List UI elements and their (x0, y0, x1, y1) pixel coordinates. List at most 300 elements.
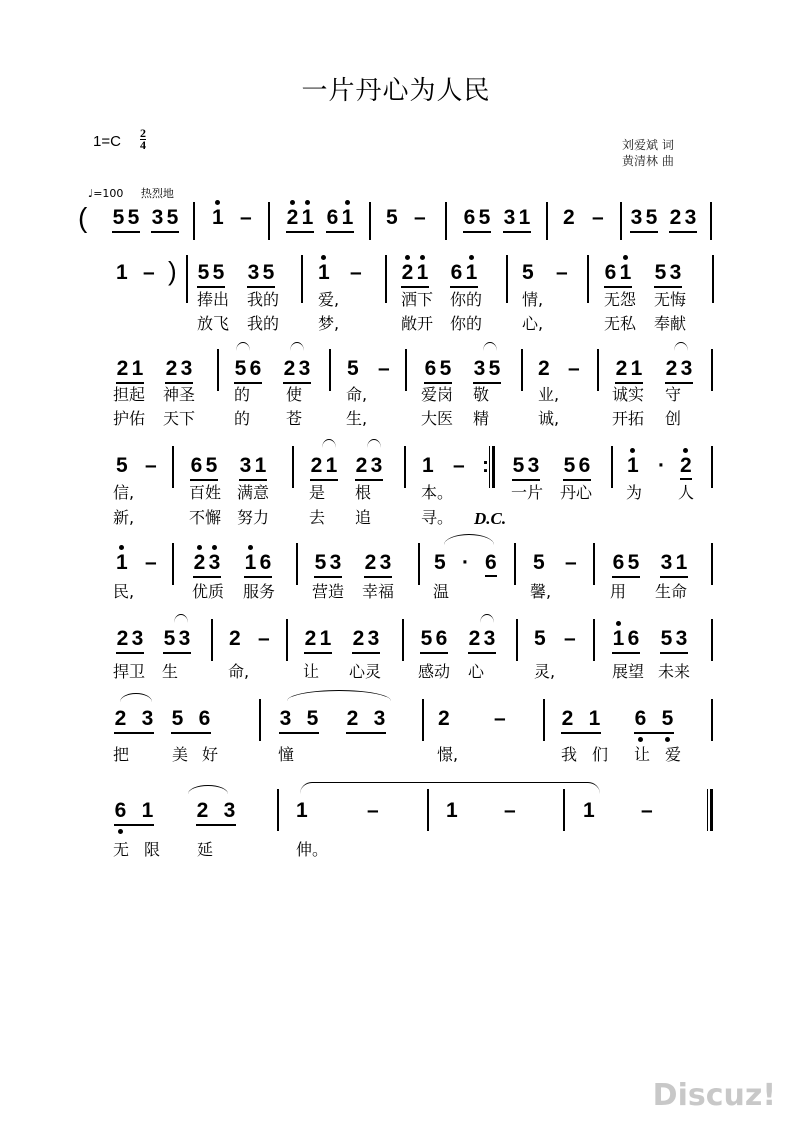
note: 2 (355, 454, 368, 477)
note: 5 (116, 454, 128, 477)
note: 3 (660, 551, 673, 574)
note-group (364, 551, 392, 578)
lyric: 优质 (192, 582, 225, 601)
lyric: 担起 (113, 385, 146, 404)
lyric: 护佑 (113, 409, 146, 428)
barline (402, 619, 404, 661)
note: 2 (669, 206, 682, 229)
note: 3 (367, 627, 380, 650)
note: 1 (244, 551, 257, 574)
lyric: 服务 (243, 582, 276, 601)
slur (444, 534, 494, 545)
note-group (286, 206, 314, 233)
dash: – (564, 627, 576, 650)
lyric: 无悔 (654, 290, 687, 309)
lyric: 未来 (658, 662, 691, 681)
note: 1 (318, 261, 330, 284)
time-signature-top: 2 (140, 126, 146, 140)
note: 6 (114, 799, 127, 822)
barline (268, 202, 270, 240)
lyric: 用 (610, 582, 627, 601)
note: 2 (665, 357, 678, 380)
note: 5 (112, 206, 125, 229)
note-group (424, 357, 452, 384)
note: 5 (314, 551, 327, 574)
note-group (114, 707, 154, 734)
lyric: 创 (665, 409, 682, 428)
lyric: 努力 (237, 508, 270, 527)
note-group (114, 799, 154, 826)
note-group (116, 357, 144, 384)
lyric: 守 (665, 385, 682, 404)
note: 3 (684, 206, 697, 229)
dash: – (641, 799, 653, 822)
note-group (346, 707, 386, 734)
note: 1 (325, 454, 338, 477)
barline (563, 789, 565, 831)
note: 2 (310, 454, 323, 477)
lyric: 敬 (473, 385, 490, 404)
note: 5 (439, 357, 452, 380)
note: 2 (680, 454, 692, 480)
note: 2 (563, 206, 575, 229)
lyric: 展望 (612, 662, 645, 681)
barline (587, 255, 589, 303)
note: 3 (329, 551, 342, 574)
slur (322, 439, 336, 448)
note: 1 (612, 627, 625, 650)
dash: – (453, 454, 465, 477)
lyric: 满意 (237, 483, 270, 502)
watermark: Discuz! (652, 1078, 776, 1113)
lyric: 为 (626, 483, 643, 502)
tempo-bpm: =100 (93, 187, 124, 200)
barline (172, 543, 174, 585)
note: 5 (171, 707, 184, 730)
note-group (473, 357, 501, 384)
barline (418, 543, 420, 585)
dash: – (367, 799, 379, 822)
repeat-dots: : (482, 454, 489, 477)
note: 5 (488, 357, 501, 380)
slur (188, 785, 228, 794)
barline (277, 789, 279, 831)
tempo-marking (88, 185, 174, 201)
note: 1 (141, 799, 154, 822)
barline (172, 446, 174, 488)
key-signature: 1=C (93, 133, 121, 150)
open-parenthesis: ( (78, 202, 88, 233)
lyric: 捍卫 (113, 662, 146, 681)
note: 2 (468, 627, 481, 650)
song-title: 一片丹心为人民 (301, 76, 491, 106)
note-group (634, 707, 674, 734)
barline (521, 349, 523, 391)
barline (217, 349, 219, 391)
barline (193, 202, 195, 240)
note: 5 (661, 707, 674, 730)
lyric: 信, (113, 483, 135, 502)
note: 1 (116, 261, 128, 284)
barline (329, 349, 331, 391)
lyric: 心 (468, 662, 485, 681)
dash: – (568, 357, 580, 380)
dash: – (240, 206, 252, 229)
note-group (112, 206, 140, 233)
lyric: 根 (355, 483, 372, 502)
note: 2 (114, 707, 127, 730)
barline (711, 699, 713, 741)
note-group (279, 707, 319, 734)
note-group (615, 357, 643, 384)
note-group (468, 627, 496, 654)
barline (611, 446, 613, 488)
tempo-expression: 热烈地 (140, 187, 174, 200)
note: 1 (518, 206, 531, 229)
note: 3 (379, 551, 392, 574)
note: 5 (127, 206, 140, 229)
note: 2 (286, 206, 299, 229)
final-barline (707, 789, 713, 831)
note: 1 (341, 206, 354, 229)
dash: – (504, 799, 516, 822)
barline (711, 543, 713, 585)
slur (236, 342, 250, 351)
lyric: 馨, (530, 582, 552, 601)
lyric: 无限 (113, 840, 176, 859)
dash: – (565, 551, 577, 574)
note: 1 (583, 799, 595, 822)
lyric: 命, (346, 385, 368, 404)
note: 1 (422, 454, 434, 477)
note: 2 (615, 357, 628, 380)
note: 6 (424, 357, 437, 380)
note: 5 (212, 261, 225, 284)
note: 5 (262, 261, 275, 284)
close-parenthesis: ) (168, 256, 177, 286)
note-group (630, 206, 658, 233)
note: 3 (483, 627, 496, 650)
note: 2 (193, 551, 206, 574)
quarter-note-icon: ♩ (88, 187, 94, 200)
lyric: 梦, (318, 314, 340, 333)
note-group (163, 627, 191, 654)
note: 2 (401, 261, 414, 284)
barline (593, 543, 595, 585)
note-group (239, 454, 267, 481)
note: 1 (212, 206, 224, 229)
note: 1 (465, 261, 478, 284)
note: 1 (675, 551, 688, 574)
barline (711, 619, 713, 661)
slur (367, 439, 381, 448)
lyric: 百姓 (189, 483, 222, 502)
lyric: 敞开 (401, 314, 434, 333)
note-group (310, 454, 338, 481)
note-group (151, 206, 179, 233)
lyric: 爱, (318, 290, 340, 309)
lyric: 捧出 (197, 290, 230, 309)
note-group (304, 627, 332, 654)
note: 5 (654, 261, 667, 284)
lyric: 诚, (538, 409, 560, 428)
da-capo-mark: D.C. (474, 509, 507, 528)
lyric: 我的 (247, 314, 280, 333)
note: 3 (247, 261, 260, 284)
note: 2 (283, 357, 296, 380)
dash: – (414, 206, 426, 229)
note: 3 (208, 551, 221, 574)
note: 5 (627, 551, 640, 574)
note: 5 (347, 357, 359, 380)
note-group (450, 261, 478, 288)
barline (427, 789, 429, 831)
note: 5 (512, 454, 525, 477)
lyric: 的 (234, 385, 251, 404)
barline (514, 543, 516, 585)
lyric: 我的 (247, 290, 280, 309)
barline (422, 699, 424, 741)
note: 5 (563, 454, 576, 477)
barline (506, 255, 508, 303)
note: 3 (279, 707, 292, 730)
tie (300, 782, 600, 795)
lyric: 感动 (418, 662, 451, 681)
slur (120, 693, 152, 702)
note: 5 (163, 627, 176, 650)
note: 6 (463, 206, 476, 229)
lyric: 把 (113, 745, 130, 764)
lyric: 业, (538, 385, 560, 404)
note: 5 (205, 454, 218, 477)
note-group (355, 454, 383, 481)
lyric: 生命 (655, 582, 688, 601)
note: 2 (438, 707, 450, 730)
lyric: 营造 (312, 582, 345, 601)
lyric: 温 (433, 582, 450, 601)
note: 5 (478, 206, 491, 229)
note: 6 (190, 454, 203, 477)
barline (593, 619, 595, 661)
lyric: 幸福 (362, 582, 395, 601)
note-group (234, 357, 262, 384)
barline (369, 202, 371, 240)
lyric: 心, (522, 314, 544, 333)
lyric: 奉献 (654, 314, 687, 333)
note: 5 (166, 206, 179, 229)
lyric: 的 (234, 409, 251, 428)
lyric: 人 (678, 483, 695, 502)
slur (674, 342, 688, 351)
note-group (314, 551, 342, 578)
note-group (604, 261, 632, 288)
barline (516, 619, 518, 661)
note-group (171, 707, 211, 734)
note: 6 (198, 707, 211, 730)
barline (211, 619, 213, 661)
note-group (420, 627, 448, 654)
slur (174, 614, 188, 623)
dash: – (494, 707, 506, 730)
note-group (165, 357, 193, 384)
note: 5 (645, 206, 658, 229)
barline (405, 349, 407, 391)
note-group (352, 627, 380, 654)
dash: – (350, 261, 362, 284)
lyric: 开拓 (612, 409, 645, 428)
note: 1 (619, 261, 632, 284)
barline (286, 619, 288, 661)
lyric: 我们 (561, 745, 624, 764)
note: 3 (151, 206, 164, 229)
lyric: 一片 (511, 483, 544, 502)
lyric: 让 (303, 662, 320, 681)
barline (259, 699, 261, 741)
dash: – (378, 357, 390, 380)
note: 6 (450, 261, 463, 284)
note: 3 (503, 206, 516, 229)
lyric: 命, (228, 662, 250, 681)
augmentation-dot: · (462, 551, 469, 574)
lyric: 美好 (172, 745, 233, 764)
note-group (669, 206, 697, 233)
note: 3 (298, 357, 311, 380)
lyric: 心灵 (349, 662, 382, 681)
lyric: 情, (522, 290, 544, 309)
lyric: 丹心 (560, 483, 593, 502)
note: 3 (180, 357, 193, 380)
note: 6 (604, 261, 617, 284)
note-group (561, 707, 601, 734)
note: 1 (301, 206, 314, 229)
note: 5 (533, 551, 545, 574)
barline (711, 349, 713, 391)
barline (301, 255, 303, 303)
note: 2 (346, 707, 359, 730)
lyric: 精 (473, 409, 490, 428)
note: 5 (420, 627, 433, 650)
lyric: 延 (197, 840, 214, 859)
barline (546, 202, 548, 240)
note-group (660, 627, 688, 654)
note: 2 (538, 357, 550, 380)
note: 6 (259, 551, 272, 574)
note-group (654, 261, 682, 288)
note: 3 (239, 454, 252, 477)
time-signature (140, 128, 146, 151)
lyric: 让爱 (634, 745, 697, 764)
lyric: 追 (355, 508, 372, 527)
note: 5 (534, 627, 546, 650)
barline (385, 255, 387, 303)
note: 3 (675, 627, 688, 650)
note: 6 (634, 707, 647, 730)
slur (290, 342, 304, 351)
lyric: 神圣 (163, 385, 196, 404)
lyric: 诚实 (612, 385, 645, 404)
note: 1 (319, 627, 332, 650)
note: 3 (141, 707, 154, 730)
barline (620, 202, 622, 240)
lyric: 爱岗 (421, 385, 454, 404)
note: 5 (306, 707, 319, 730)
barline (712, 255, 714, 303)
note: 1 (416, 261, 429, 284)
note: 2 (352, 627, 365, 650)
note-group (463, 206, 491, 233)
note: 1 (446, 799, 458, 822)
lyric: 新, (113, 508, 135, 527)
note: 6 (435, 627, 448, 650)
augmentation-dot: · (658, 454, 665, 477)
note: 5 (660, 627, 673, 650)
note: 3 (527, 454, 540, 477)
lyric: 你的 (450, 290, 483, 309)
note: 2 (229, 627, 241, 650)
note: 2 (116, 627, 129, 650)
lyric: 憬, (437, 745, 459, 764)
note: 5 (234, 357, 247, 380)
note: 2 (364, 551, 377, 574)
note: 5 (434, 551, 446, 574)
barline (711, 446, 713, 488)
lyric: 放飞 (197, 314, 230, 333)
note: 2 (196, 799, 209, 822)
note: 1 (296, 799, 308, 822)
lyric: 无私 (604, 314, 637, 333)
note-group (612, 551, 640, 578)
dash: – (258, 627, 270, 650)
lyric: 本。 (421, 483, 454, 502)
note: 2 (116, 357, 129, 380)
note: 6 (627, 627, 640, 650)
note-group (247, 261, 275, 288)
note-group (512, 454, 540, 481)
note: 1 (131, 357, 144, 380)
note-group (283, 357, 311, 384)
note-group (193, 551, 221, 578)
dash: – (556, 261, 568, 284)
note: 3 (373, 707, 386, 730)
lyric: 是 (309, 483, 326, 502)
note: 6 (249, 357, 262, 380)
lyric: 憧 (278, 745, 295, 764)
lyric: 伸。 (296, 840, 329, 859)
note: 3 (178, 627, 191, 650)
note: 2 (304, 627, 317, 650)
lyric: 民, (113, 582, 135, 601)
lyric: 洒下 (401, 290, 434, 309)
lyric: 生 (162, 662, 179, 681)
note-group (190, 454, 218, 481)
note: 2 (561, 707, 574, 730)
note-group (612, 627, 640, 654)
note-group (401, 261, 429, 288)
lyricist-credit: 刘爱斌 词 (622, 138, 674, 152)
barline (186, 255, 188, 303)
note: 1 (254, 454, 267, 477)
lyric: 使 (286, 385, 303, 404)
note: 3 (630, 206, 643, 229)
note-group (660, 551, 688, 578)
barline (710, 202, 712, 240)
note: 6 (612, 551, 625, 574)
note-group (503, 206, 531, 233)
barline (404, 446, 406, 488)
note: 3 (131, 627, 144, 650)
repeat-barline (489, 446, 495, 488)
lyric: 大医 (421, 409, 454, 428)
